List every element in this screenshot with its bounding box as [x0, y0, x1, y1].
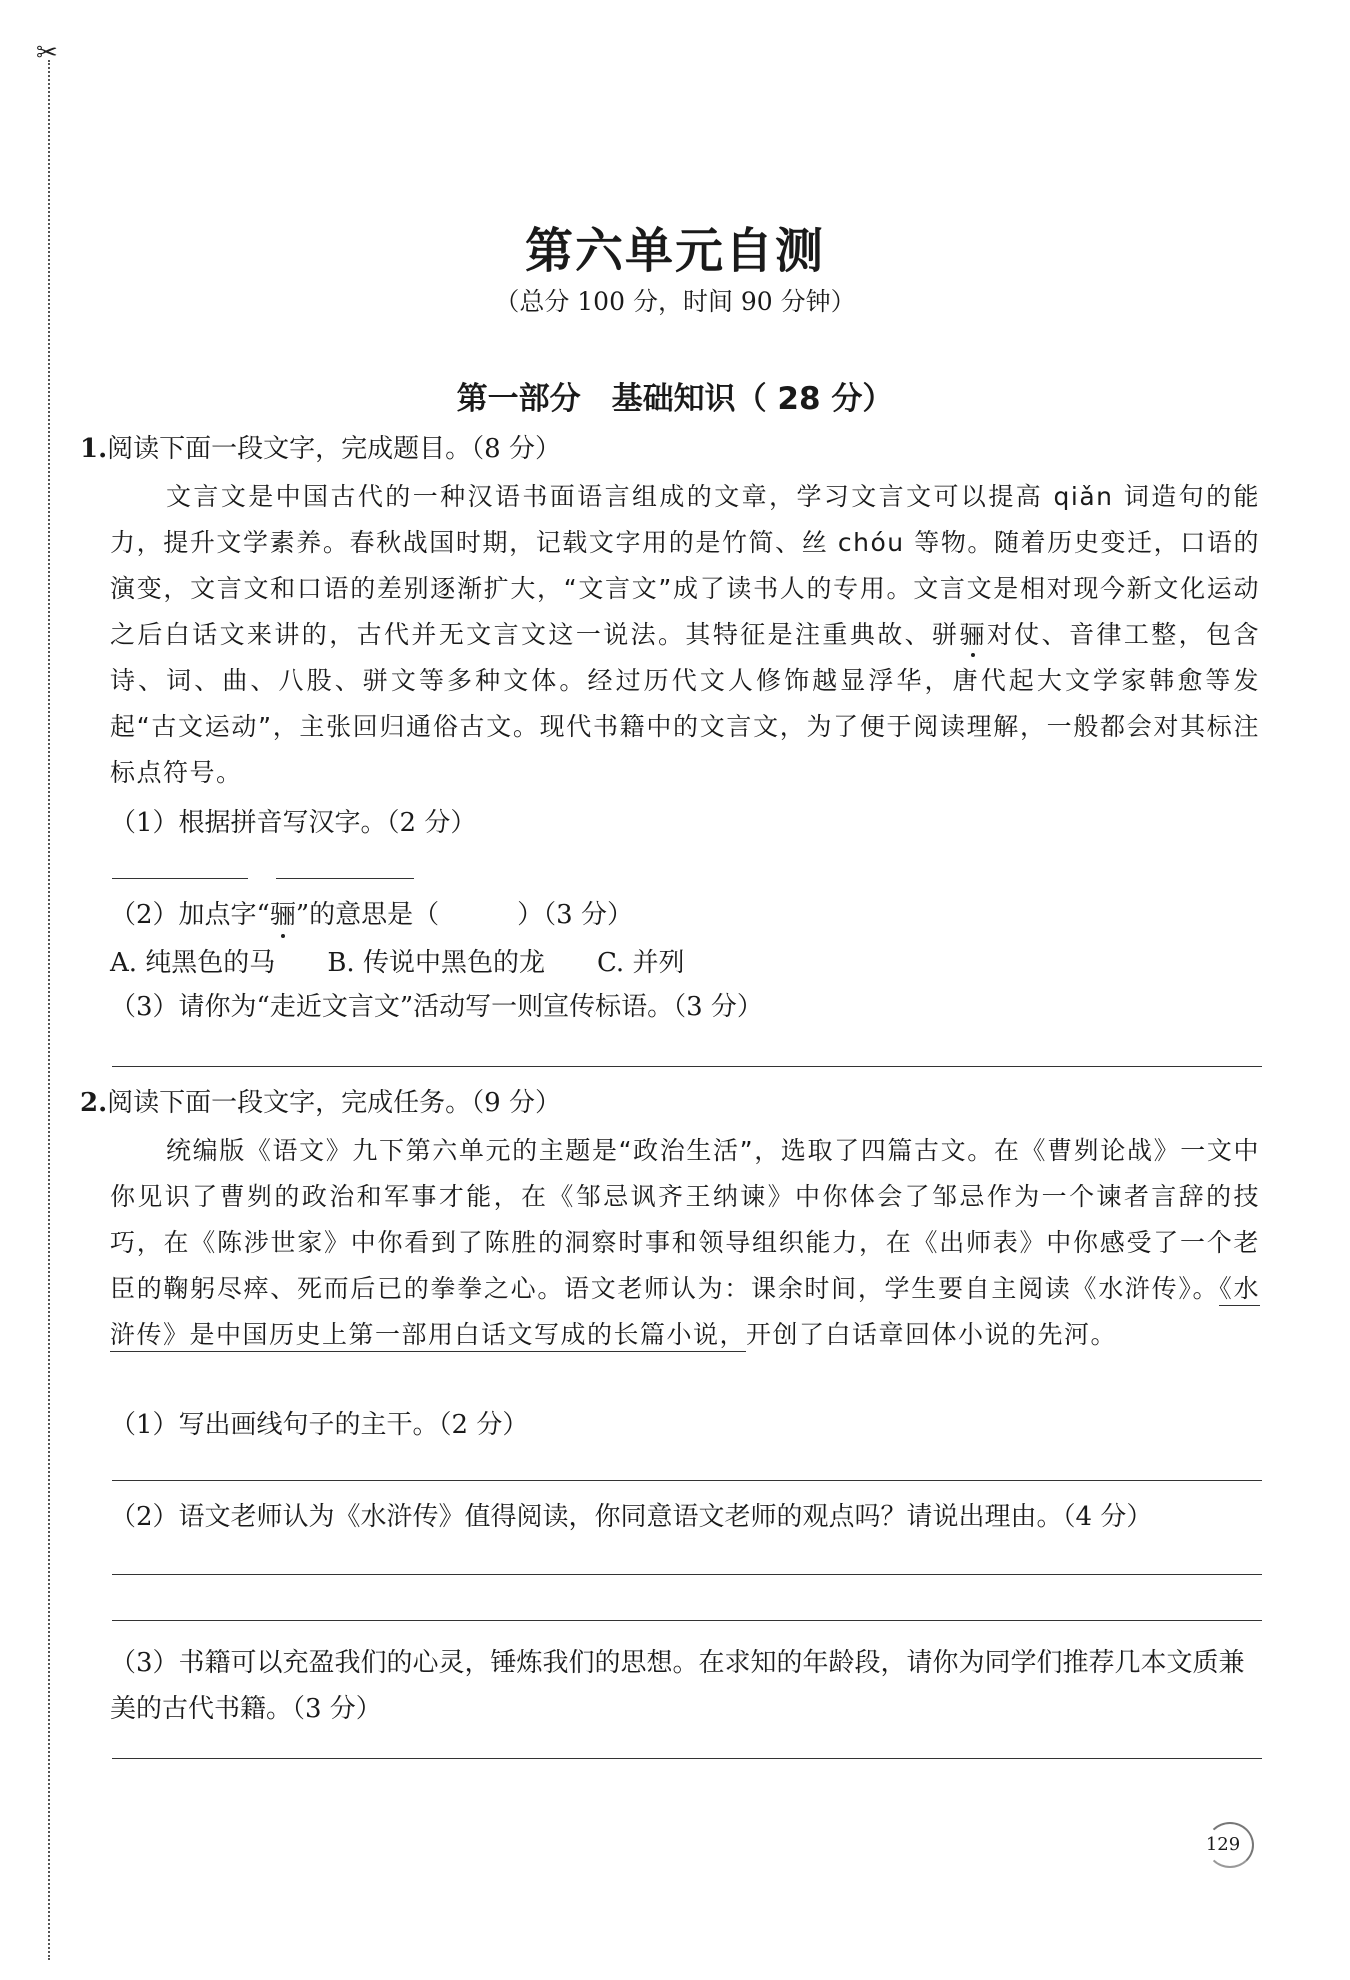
underlined-sentence: 《水浒传》是中国历史上第一部用白话文写成的长篇小说， — [110, 1274, 1260, 1352]
answer-blank-1[interactable] — [112, 878, 248, 879]
question-2-sub-3: （3）书籍可以充盈我们的心灵，锤炼我们的思想。在求知的年龄段，请你为同学们推荐几本文质兼美的古代书籍。（3 分） — [110, 1648, 1245, 1724]
question-2-number: 2. — [80, 1088, 108, 1118]
answer-line-q1-3[interactable] — [112, 1066, 1262, 1067]
question-1-sub-2: （2）加点字“骊”的意思是（ ）（3 分） — [110, 900, 633, 930]
question-1-number: 1. — [80, 434, 108, 464]
question-2-sub-2: （2）语文老师认为《水浒传》值得阅读，你同意语文老师的观点吗？请说出理由。（4 分） — [110, 1502, 1153, 1532]
answer-line-q2-3[interactable] — [112, 1758, 1262, 1759]
page-subtitle: （总分 100 分，时间 90 分钟） — [494, 287, 856, 316]
question-1-sub-1: （1）根据拼音写汉字。（2 分） — [110, 808, 477, 838]
page-number — [1200, 1822, 1254, 1866]
question-2-passage: 统编版《语文》九下第六单元的主题是“政治生活”，选取了四篇古文。在《曹刿论战》一文中你见识了曹刿的政治和军事才能，在《邹忌讽齐王纳谏》中你体会了邹忌作为一个谏者言辞的技巧，在《陈涉世家》中你看到了陈胜的洞察时事和领导组织能力，在《出师表》中你感受了一个老臣的鞠躬尽瘁、死而后已的拳拳之心。语文老师认为：课余时间，学生要自主阅读《水浒传》。《水浒传》是中国历史上第一部用白话文写成的长篇小说，开创了白话章回体小说的先河。 — [110, 1128, 1260, 1358]
page-number-text: 129 — [1205, 1834, 1241, 1855]
question-1-sub-3: （3）请你为“走近文言文”活动写一则宣传标语。（3 分） — [110, 992, 763, 1022]
answer-blank-2[interactable] — [276, 878, 414, 879]
dotted-char: 骊 — [959, 620, 987, 649]
answer-line-q2-2b[interactable] — [112, 1620, 1262, 1621]
question-2-text: 阅读下面一段文字，完成任务。（9 分） — [107, 1088, 561, 1118]
question-1-passage: 文言文是中国古代的一种汉语书面语言组成的文章，学习文言文可以提高 qiǎn 词造句的能力，提升文学素养。春秋战国时期，记载文字用的是竹简、丝 chóu 等物。随着历史变迁，口语的演变，文言文和口语的差别逐渐扩大，“文言文”成了读书人的专用。文言文是相对现今新文化运动之后白话文来讲的，古代并无文言文这一说法。其特征是注重典故、骈骊对仗、音律工整，包含诗、词、曲、八股、骈文等多种文体。经过历代文人修饰越显浮华，唐代起大文学家韩愈等发起“古文运动”，主张回归通俗古文。现代书籍中的文言文，为了便于阅读理解，一般都会对其标注标点符号。 — [110, 482, 1260, 787]
option-c[interactable]: C. 并列 — [596, 948, 685, 978]
option-a[interactable]: A. 纯黑色的马 — [110, 948, 276, 978]
question-2-stem — [80, 1086, 561, 1120]
answer-line-q2-2a[interactable] — [112, 1574, 1262, 1575]
question-2-sub-1: （1）写出画线句子的主干。（2 分） — [110, 1410, 529, 1440]
question-1-options — [110, 946, 736, 980]
answer-line-q2-1[interactable] — [112, 1480, 1262, 1481]
page-title: 第六单元自测 — [524, 223, 825, 279]
dotted-char: 骊 — [269, 900, 296, 930]
option-b[interactable]: B. 传说中黑色的龙 — [327, 948, 545, 978]
scissors-icon: ✂ — [36, 38, 58, 68]
section-title: 第一部分 基础知识（ 28 分） — [456, 381, 894, 417]
cut-line — [48, 60, 50, 1960]
question-1-text: 阅读下面一段文字，完成题目。（8 分） — [107, 434, 561, 464]
question-1-stem — [80, 432, 561, 466]
